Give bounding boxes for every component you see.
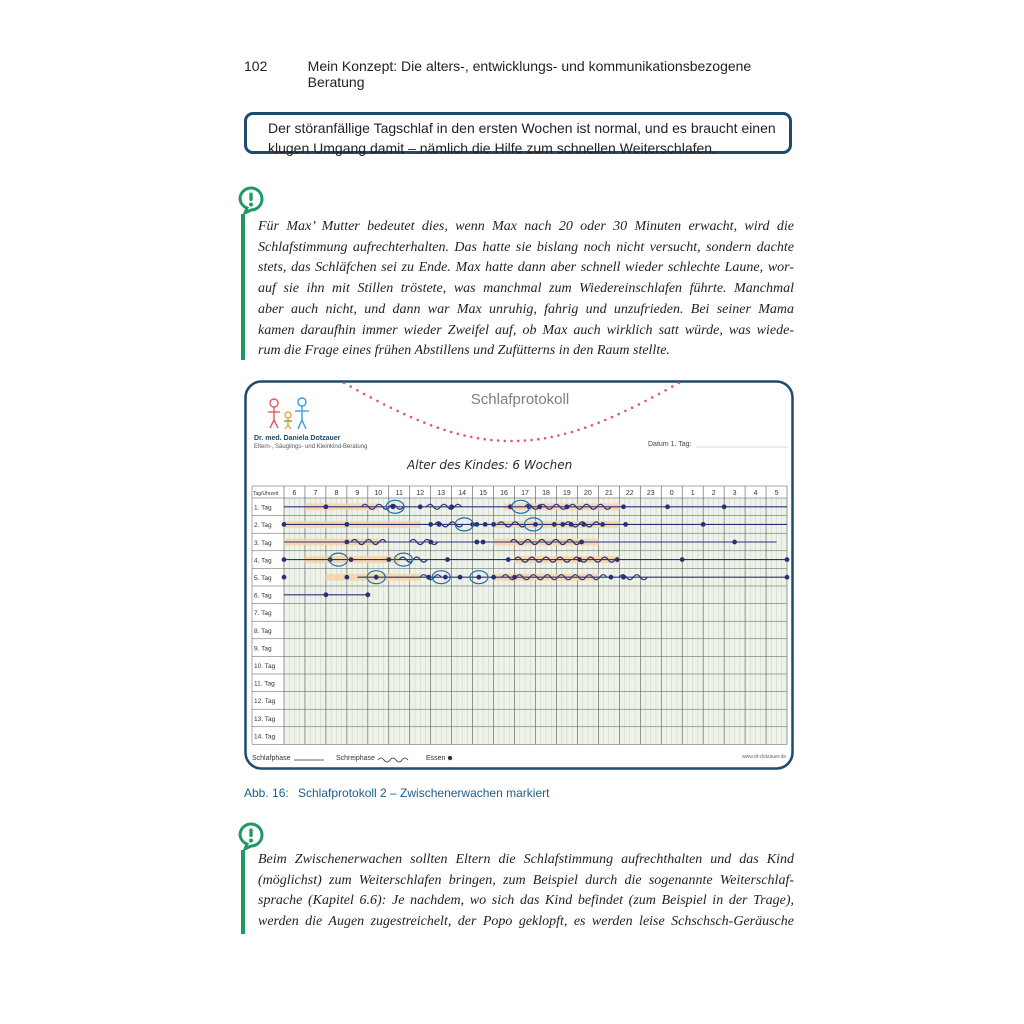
eat-dot xyxy=(428,540,433,545)
hour-label: 13 xyxy=(437,490,446,497)
arc-dot xyxy=(383,403,386,406)
arc-dot xyxy=(363,393,366,396)
arc-dot xyxy=(597,421,600,424)
hour-label: 23 xyxy=(646,490,655,497)
text-line: Beim Zwischenerwachen sollten Eltern die Schlafstimmung aufrechthalten und das Kind xyxy=(258,852,794,867)
day-label: 10. Tag xyxy=(254,663,276,671)
arc-dot xyxy=(443,429,446,432)
protocol-title: Schlafprotokoll xyxy=(470,391,570,408)
day-label: 12. Tag xyxy=(254,698,276,706)
sleep-protocol-chart xyxy=(244,380,794,770)
eat-dot xyxy=(785,557,790,562)
sleep-protocol-figure xyxy=(244,380,794,770)
hour-label: 17 xyxy=(521,490,529,497)
eat-dot xyxy=(491,522,496,527)
arc-dot xyxy=(617,413,620,416)
eat-dot xyxy=(477,575,482,580)
caption-text: Schlafprotokoll 2 – Zwischenerwachen markiert xyxy=(298,786,550,800)
day-label: 13. Tag xyxy=(254,715,276,723)
author-name: Dr. med. Daniela Dotzauer xyxy=(254,435,341,442)
corner-label: Tag/Uhrzeit xyxy=(253,491,279,497)
arc-dot xyxy=(343,382,346,385)
arc-dot xyxy=(638,403,641,406)
arc-dot xyxy=(410,416,413,419)
handwritten-age: Alter des Kindes: 6 Wochen xyxy=(407,458,573,472)
eat-dot xyxy=(512,575,517,580)
legend-eat-label: Essen xyxy=(426,755,446,762)
eat-dot xyxy=(623,522,628,527)
eat-dot xyxy=(474,522,479,527)
arc-dot xyxy=(577,429,580,432)
arc-dot xyxy=(631,406,634,409)
arc-dot xyxy=(497,439,500,442)
arc-dot xyxy=(544,437,547,440)
text-line: aber auch nicht, und dann war Max unruhig, fahrig und unzufrieden. Bei seiner Mama xyxy=(258,301,794,317)
text-line: rum die Frage eines frühen Abstillens und Zufütterns in den Raum stellte. xyxy=(258,343,670,359)
hour-label: 19 xyxy=(563,490,571,497)
arc-dot xyxy=(524,439,527,442)
day-label: 8. Tag xyxy=(254,627,272,635)
text-line: (möglichst) zum Weiterschlafen bringen, zum Beispiel durch die sogenannte Weiterschlaf- xyxy=(258,872,794,888)
arc-dot xyxy=(658,393,661,396)
eat-dot xyxy=(426,575,431,580)
arc-dot xyxy=(517,440,520,443)
arc-dot xyxy=(437,426,440,429)
eat-dot xyxy=(443,575,448,580)
eat-dot xyxy=(474,540,479,545)
hour-label: 11 xyxy=(395,490,403,497)
hour-label: 2 xyxy=(711,490,716,497)
website: www.dr-dotzauer.de xyxy=(742,754,787,760)
legend-cry-label: Schreiphase xyxy=(336,755,375,762)
hour-label: 5 xyxy=(774,490,779,497)
hour-label: 12 xyxy=(416,490,425,497)
hour-label: 1 xyxy=(690,490,695,497)
hour-label: 7 xyxy=(313,490,318,497)
eat-dot xyxy=(722,504,727,509)
arc-dot xyxy=(611,416,614,419)
eat-dot xyxy=(344,540,349,545)
eat-dot xyxy=(391,504,396,509)
eat-dot xyxy=(621,575,626,580)
eat-dot xyxy=(565,504,570,509)
eat-dot xyxy=(732,540,737,545)
hour-label: 15 xyxy=(479,490,488,497)
arc-dot xyxy=(571,431,574,434)
eat-dot xyxy=(344,575,349,580)
eat-dot xyxy=(428,522,433,527)
day-label: 3. Tag xyxy=(254,539,272,547)
callout-box xyxy=(244,112,792,154)
eat-dot xyxy=(483,522,488,527)
figure-caption xyxy=(244,786,549,800)
paragraph-sidebar xyxy=(241,214,245,360)
eat-dot xyxy=(665,504,670,509)
eat-dot xyxy=(418,504,423,509)
hour-label: 8 xyxy=(334,490,339,497)
day-label: 11. Tag xyxy=(254,680,275,688)
callout-line: klugen Umgang damit – nämlich die Hilfe zum schnellen Weiterschlafen. xyxy=(268,140,716,156)
author-subtitle: Eltern-, Säuglings- und Kleinkind-Beratung xyxy=(254,444,368,450)
paragraph-2 xyxy=(258,850,794,933)
running-header xyxy=(244,58,794,90)
eat-dot xyxy=(386,557,391,562)
day-label: 14. Tag xyxy=(254,733,276,741)
text-line: stets, das Schläfchen sei zu Ende. Max hatte dann aber schnell wieder schlechte Laune, wor- xyxy=(258,260,794,276)
speech-bubble-exclamation-icon xyxy=(237,186,265,214)
arc-dot xyxy=(477,437,480,440)
day-label: 5. Tag xyxy=(254,575,272,583)
eat-dot xyxy=(680,557,685,562)
arc-dot xyxy=(416,419,419,422)
day-label: 9. Tag xyxy=(254,645,272,653)
arc-dot xyxy=(651,396,654,399)
legend-sleep-label: Schlafphase xyxy=(252,755,291,762)
eat-dot xyxy=(349,557,354,562)
arc-dot xyxy=(430,424,433,427)
hour-label: 4 xyxy=(753,490,758,497)
arc-dot xyxy=(537,438,540,441)
arc-dot xyxy=(664,389,667,392)
arc-dot xyxy=(510,440,513,443)
eat-dot xyxy=(365,592,370,597)
callout-line: Der störanfällige Tagschlaf in den ersten Wochen ist normal, und es braucht einen xyxy=(268,120,776,136)
eat-dot xyxy=(458,575,463,580)
arc-dot xyxy=(356,389,359,392)
eat-dot xyxy=(324,504,329,509)
text-line: Schlafstimmung aufrechterhalten. Das hatte sie bislang noch nicht versucht, sondern dachte xyxy=(258,239,794,255)
hour-label: 20 xyxy=(583,490,592,497)
day-label: 1. Tag xyxy=(254,504,272,512)
legend-eat-dot xyxy=(448,756,452,760)
paragraph-1 xyxy=(258,217,794,362)
arc-dot xyxy=(671,385,674,388)
eat-dot xyxy=(785,575,790,580)
arc-dot xyxy=(450,431,453,434)
text-line: sprache (Kapitel 6.6): Je nachdem, wo sich das Kind befindet (zum Beispiel in der Trage), xyxy=(258,893,794,909)
arc-dot xyxy=(470,436,473,439)
speech-bubble-exclamation-icon xyxy=(237,822,265,850)
day-label: 6. Tag xyxy=(254,592,272,600)
paragraph-sidebar xyxy=(241,850,245,934)
eat-dot xyxy=(701,522,706,527)
arc-dot xyxy=(504,440,507,443)
eat-dot xyxy=(615,557,620,562)
arc-dot xyxy=(483,438,486,441)
page-number: 102 xyxy=(244,58,268,74)
text-line: Für Max’ Mutter bedeutet dies, wenn Max nach 20 oder 30 Minuten erwacht, wird die xyxy=(258,219,794,234)
arc-dot xyxy=(530,439,533,442)
eat-dot xyxy=(621,504,626,509)
eat-dot xyxy=(581,522,586,527)
eat-dot xyxy=(282,557,287,562)
hour-label: 6 xyxy=(292,490,297,497)
arc-dot xyxy=(591,424,594,427)
running-title: Mein Konzept: Die alters-, entwicklungs- und kommunikationsbezogene Beratung xyxy=(307,58,752,90)
eat-dot xyxy=(560,522,565,527)
eat-dot xyxy=(491,575,496,580)
eat-dot xyxy=(537,504,542,509)
text-line: auf sie ihn mit Stillen tröstete, was manchmal zum Wiedereinschlafen führte. Manchmal xyxy=(258,281,794,297)
arc-dot xyxy=(624,410,627,413)
eat-dot xyxy=(569,522,574,527)
arc-dot xyxy=(457,433,460,436)
eat-dot xyxy=(609,575,614,580)
text-line: werden die Augen zugestreichelt, der Popo geklopft, es werden leise Schschsch-Geräusche xyxy=(258,914,794,930)
eat-dot xyxy=(579,540,584,545)
day-label: 2. Tag xyxy=(254,522,272,530)
arc-dot xyxy=(370,396,373,399)
hour-label: 0 xyxy=(669,490,674,497)
arc-dot xyxy=(604,419,607,422)
arc-dot xyxy=(557,434,560,437)
hour-label: 10 xyxy=(374,490,383,497)
eat-dot xyxy=(374,575,379,580)
arc-dot xyxy=(423,421,426,424)
eat-dot xyxy=(445,557,450,562)
date-label: Datum 1. Tag: xyxy=(648,441,692,448)
day-label: 7. Tag xyxy=(254,610,272,618)
eat-dot xyxy=(437,522,442,527)
arc-dot xyxy=(463,434,466,437)
arc-dot xyxy=(584,426,587,429)
hour-label: 21 xyxy=(604,490,613,497)
hour-label: 3 xyxy=(732,490,737,497)
eat-dot xyxy=(282,522,287,527)
day-label: 4. Tag xyxy=(254,557,272,565)
arc-dot xyxy=(564,433,567,436)
eat-dot xyxy=(506,557,511,562)
eat-dot xyxy=(449,504,454,509)
hour-label: 9 xyxy=(355,490,360,497)
eat-dot xyxy=(282,575,287,580)
eat-dot xyxy=(533,522,538,527)
hour-label: 16 xyxy=(500,490,508,497)
arc-dot xyxy=(396,410,399,413)
eat-dot xyxy=(324,592,329,597)
eat-dot xyxy=(577,557,582,562)
arc-dot xyxy=(349,385,352,388)
hour-label: 18 xyxy=(542,490,550,497)
arc-dot xyxy=(644,400,647,403)
arc-dot xyxy=(390,406,393,409)
eat-dot xyxy=(600,522,605,527)
arc-dot xyxy=(550,436,553,439)
eat-dot xyxy=(552,522,557,527)
arc-dot xyxy=(678,382,681,385)
arc-dot xyxy=(490,439,493,442)
text-line: kamen daraufhin immer wieder Zweifel auf, ob Max auch wirklich satt würde, was wiede- xyxy=(258,322,794,338)
hour-label: 14 xyxy=(458,490,467,497)
eat-dot xyxy=(481,540,486,545)
caption-number: Abb. 16: xyxy=(244,786,289,800)
arc-dot xyxy=(376,400,379,403)
arc-dot xyxy=(403,413,406,416)
hour-label: 22 xyxy=(625,490,634,497)
eat-dot xyxy=(344,522,349,527)
